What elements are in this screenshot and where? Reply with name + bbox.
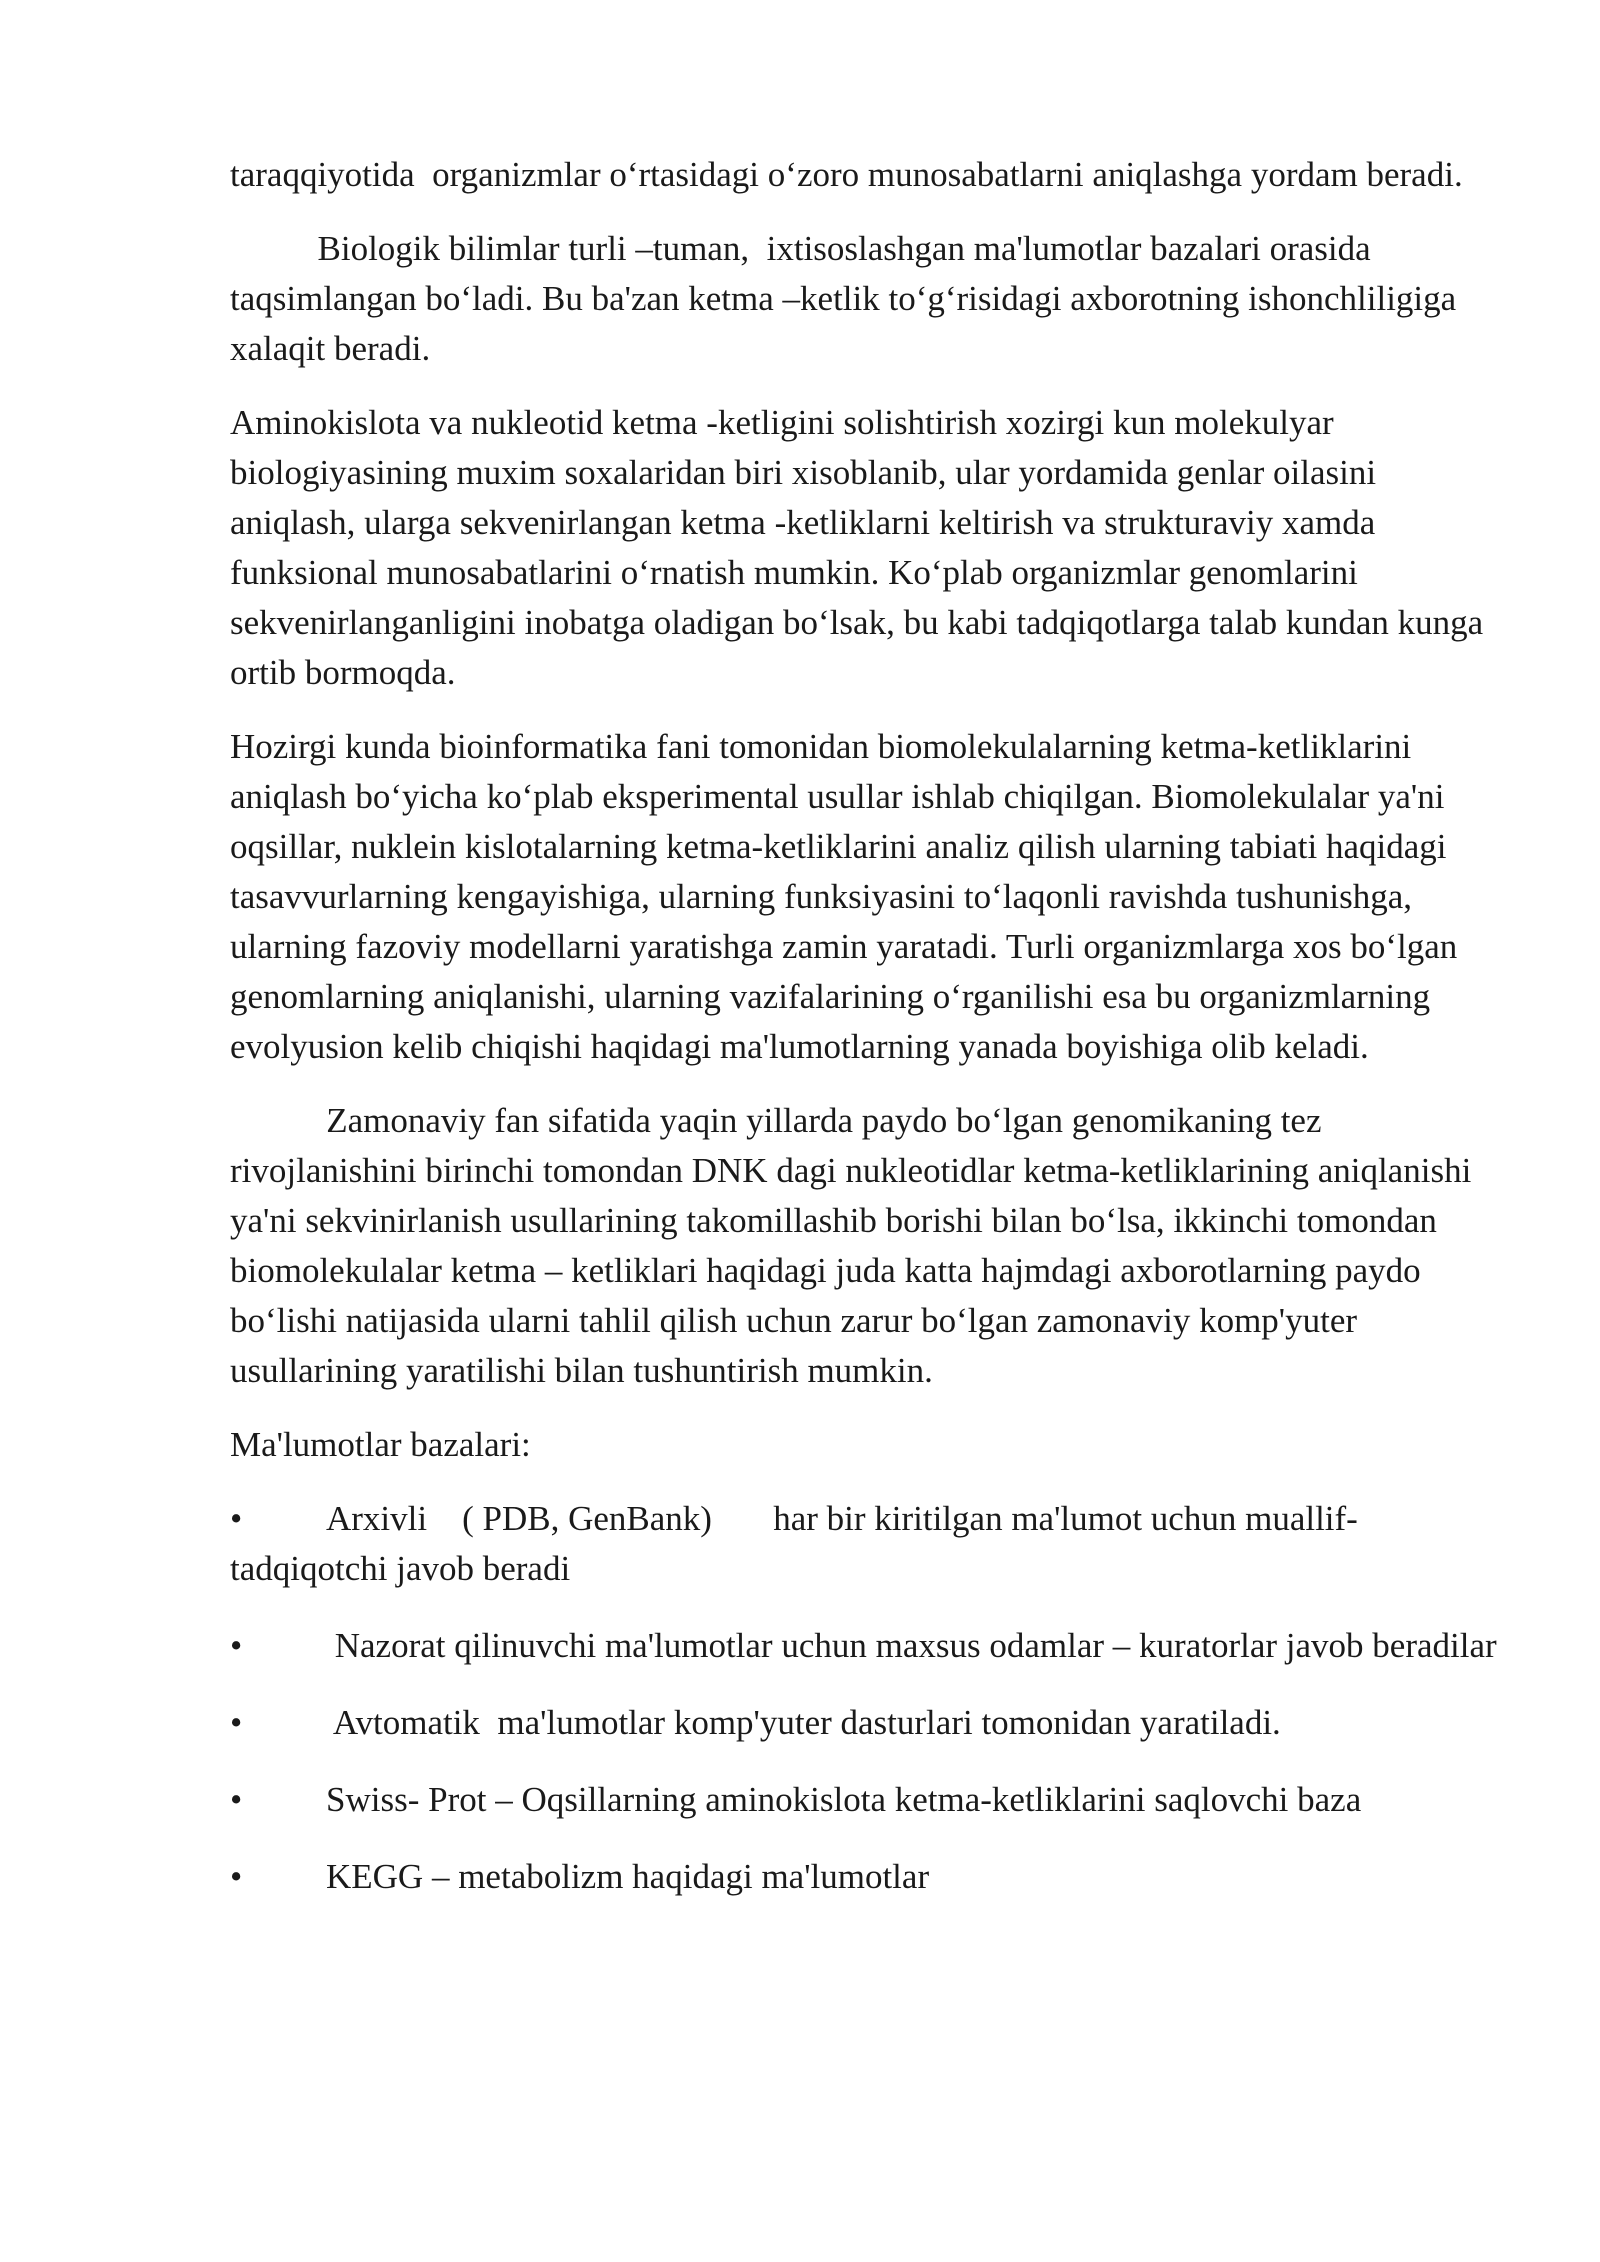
document-body [230, 150, 1500, 1929]
list-item-text: KEGG – metabolizm haqidagi ma'lumotlar [326, 1857, 930, 1896]
list-item-text: Avtomatik ma'lumotlar komp'yuter dasturlari tomonidan yaratiladi. [326, 1703, 1281, 1742]
paragraph-sequence-comparison: Aminokislota va nukleotid ketma -ketligini solishtirish xozirgi kun molekulyar biologiyasining muxim soxalaridan biri xisoblanib, ular yordamida genlar oilasini aniqlash, ularga sekvenirlangan ketma -ketliklarni keltirish va strukturaviy xamda funksional munosabatlarini o‘rnatish mumkin. Ko‘plab organizmlar genomlarini sekvenirlanganligini inobatga oladigan bo‘lsak, bu kabi tadqiqotlarga talab kundan kunga ortib bormoqda. [230, 403, 1492, 692]
bullet-icon: • [230, 1857, 243, 1896]
list-item-text: Swiss- Prot – Oqsillarning aminokislota ketma-ketliklarini saqlovchi baza [326, 1780, 1362, 1819]
paragraph-biological-knowledge: Biologik bilimlar turli –tuman, ixtisoslashgan ma'lumotlar bazalari orasida taqsimlangan bo‘ladi. Bu ba'zan ketma –ketlik to‘g‘risidagi axborotning ishonchliligiga xalaqit beradi. [230, 229, 1465, 368]
section-heading-databases: Ma'lumotlar bazalari: [230, 1425, 531, 1464]
bullet-icon: • [230, 1499, 243, 1538]
list-item [230, 1775, 1500, 1825]
list-item-text: Arxivli ( PDB, GenBank) har bir kiritilgan ma'lumot uchun muallif-tadqiqotchi javob beradi [230, 1499, 1358, 1588]
list-item [230, 1494, 1500, 1594]
paragraph-continuation: taraqqiyotida organizmlar o‘rtasidagi o‘zoro munosabatlarni aniqlashga yordam beradi. [230, 155, 1463, 194]
bullet-icon: • [230, 1626, 243, 1665]
bullet-icon: • [230, 1703, 243, 1742]
list-item [230, 1698, 1500, 1748]
bullet-icon: • [230, 1780, 243, 1819]
paragraph-bioinformatics: Hozirgi kunda bioinformatika fani tomonidan biomolekulalarning ketma-ketliklarini aniqlash bo‘yicha ko‘plab eksperimental usullar ishlab chiqilgan. Biomolekulalar ya'ni oqsillar, nuklein kislotalarning ketma-ketliklarini analiz qilish ularning tabiati haqidagi tasavvurlarning kengayishiga, ularning funksiyasini to‘laqonli ravishda tushunishga, ularning fazoviy modellarni yaratishga zamin yaratadi. Turli organizmlarga xos bo‘lgan genomlarning aniqlanishi, ularning vazifalarining o‘rganilishi esa bu organizmlarning evolyusion kelib chiqishi haqidagi ma'lumotlarning yanada boyishiga olib keladi. [230, 727, 1467, 1066]
list-item [230, 1852, 1500, 1902]
list-item-text: Nazorat qilinuvchi ma'lumotlar uchun maxsus odamlar – kuratorlar javob beradilar [326, 1626, 1497, 1665]
list-item [230, 1621, 1500, 1671]
paragraph-genomics: Zamonaviy fan sifatida yaqin yillarda paydo bo‘lgan genomikaning tez rivojlanishini birinchi tomondan DNK dagi nukleotidlar ketma-ketliklarining aniqlanishi ya'ni sekvinirlanish usullarining takomillashib borishi bilan bo‘lsa, ikkinchi tomondan biomolekulalar ketma – ketliklari haqidagi juda katta hajmdagi axborotlarning paydo bo‘lishi natijasida ularni tahlil qilish uchun zarur bo‘lgan zamonaviy komp'yuter usullarining yaratilishi bilan tushuntirish mumkin. [230, 1101, 1481, 1390]
